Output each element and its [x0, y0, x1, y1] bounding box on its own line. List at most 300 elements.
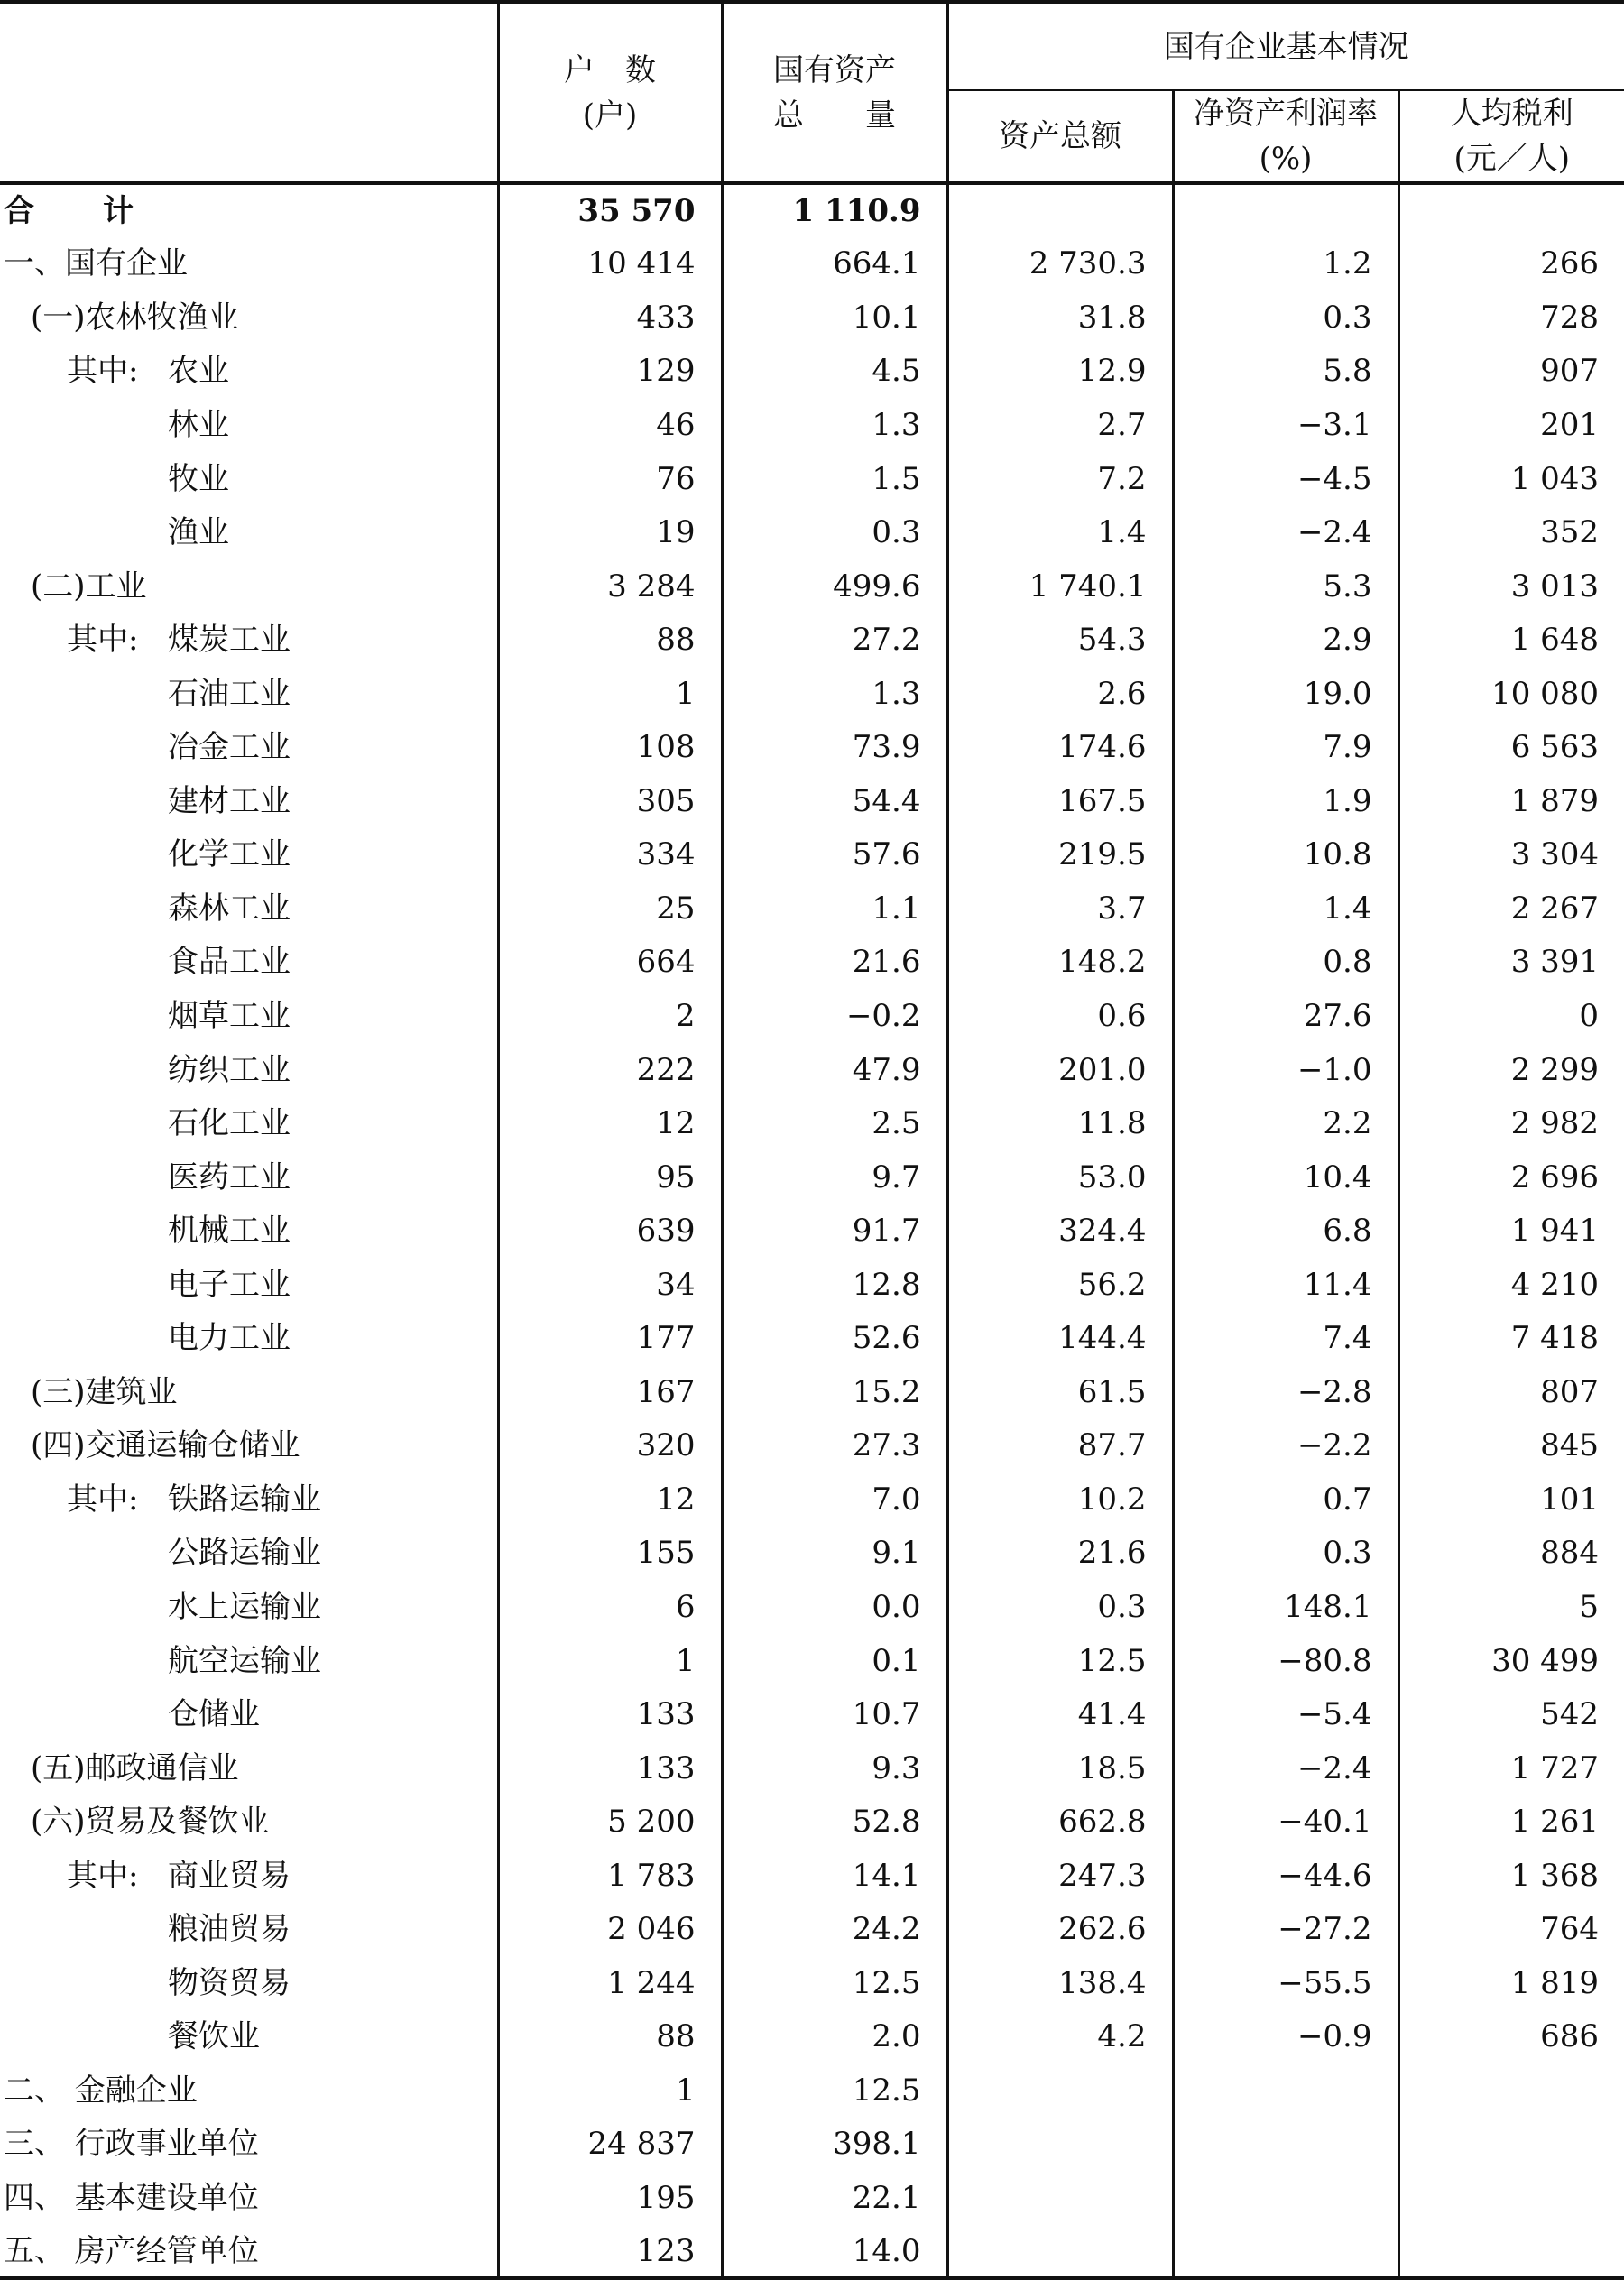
row-label	[0, 882, 498, 936]
roe-cell: 0.7	[1173, 1472, 1398, 1527]
state-assets-cell: 12.5	[722, 2063, 947, 2118]
total-assets-cell: 2.6	[947, 667, 1173, 721]
households-cell: 1	[498, 2063, 722, 2118]
row-label	[0, 1096, 498, 1150]
tax-profit-cell: 1 879	[1398, 774, 1624, 828]
households-cell: 639	[498, 1204, 722, 1258]
row-label-text: 物资贸易	[168, 1964, 291, 2001]
tax-profit-cell: 2 982	[1398, 1096, 1624, 1150]
row-label	[0, 237, 498, 291]
households-cell: 133	[498, 1687, 722, 1741]
roe-cell: 7.9	[1173, 720, 1398, 774]
row-label-text: (一)农林牧渔业	[31, 299, 239, 336]
state-assets-cell: 14.0	[722, 2225, 947, 2279]
tax-profit-cell: 807	[1398, 1365, 1624, 1419]
row-label-text: 机械工业	[168, 1213, 291, 1250]
row-label	[0, 183, 498, 237]
total-assets-cell: 41.4	[947, 1687, 1173, 1741]
roe-cell	[1173, 2118, 1398, 2172]
roe-cell: 5.3	[1173, 559, 1398, 614]
table-row	[0, 1580, 1624, 1634]
row-label	[0, 291, 498, 345]
row-label-text: 电子工业	[168, 1266, 291, 1303]
state-assets-cell: 0.3	[722, 505, 947, 559]
table-row	[0, 2225, 1624, 2279]
tax-profit-cell: 907	[1398, 345, 1624, 399]
header-total-assets: 资产总额	[947, 90, 1173, 183]
total-assets-cell: 144.4	[947, 1311, 1173, 1365]
row-prefix: 其中:	[67, 1481, 139, 1518]
tax-profit-cell	[1398, 2118, 1624, 2172]
tax-profit-cell: 1 368	[1398, 1849, 1624, 1903]
table-row	[0, 1311, 1624, 1365]
roe-cell: −1.0	[1173, 1043, 1398, 1097]
households-cell: 35 570	[498, 183, 722, 237]
row-label	[0, 1903, 498, 1957]
total-assets-cell: 12.5	[947, 1634, 1173, 1688]
roe-cell: 27.6	[1173, 989, 1398, 1043]
table-row	[0, 2118, 1624, 2172]
tax-profit-cell: 1 819	[1398, 1956, 1624, 2010]
households-cell: 3 284	[498, 559, 722, 614]
row-label	[0, 2063, 498, 2118]
row-label-text: 粮油贸易	[168, 1911, 291, 1948]
state-assets-cell: 14.1	[722, 1849, 947, 1903]
roe-cell	[1173, 183, 1398, 237]
roe-cell: −40.1	[1173, 1795, 1398, 1849]
tax-profit-cell: 686	[1398, 2010, 1624, 2064]
row-label-text: (五)邮政通信业	[31, 1749, 239, 1786]
row-label-text: 农业	[168, 353, 229, 390]
state-assets-cell: 0.1	[722, 1634, 947, 1688]
row-label	[0, 452, 498, 506]
row-label	[0, 398, 498, 452]
households-cell: 2 046	[498, 1903, 722, 1957]
header-enterprise-group: 国有企业基本情况	[947, 2, 1624, 90]
households-cell: 1 244	[498, 1956, 722, 2010]
households-cell: 177	[498, 1311, 722, 1365]
state-assets-cell: 52.6	[722, 1311, 947, 1365]
tax-profit-cell: 2 696	[1398, 1150, 1624, 1205]
state-assets-cell: 12.8	[722, 1258, 947, 1312]
roe-cell: 1.4	[1173, 882, 1398, 936]
households-cell: 2	[498, 989, 722, 1043]
tax-profit-cell: 101	[1398, 1472, 1624, 1527]
table-row	[0, 1527, 1624, 1581]
households-cell: 664	[498, 936, 722, 990]
state-assets-cell: 91.7	[722, 1204, 947, 1258]
table-row	[0, 1795, 1624, 1849]
roe-cell: 0.8	[1173, 936, 1398, 990]
table-row	[0, 1096, 1624, 1150]
state-assets-cell: 10.7	[722, 1687, 947, 1741]
row-label	[0, 1419, 498, 1473]
total-assets-cell: 324.4	[947, 1204, 1173, 1258]
row-label-text: 一、国有企业	[4, 245, 188, 282]
row-label-text: 公路运输业	[168, 1535, 321, 1572]
row-label	[0, 505, 498, 559]
state-assets-cell: 2.0	[722, 2010, 947, 2064]
tax-profit-cell: 1 261	[1398, 1795, 1624, 1849]
row-label	[0, 1634, 498, 1688]
state-assets-cell: 1.3	[722, 398, 947, 452]
households-cell: 222	[498, 1043, 722, 1097]
state-assets-cell: 27.3	[722, 1419, 947, 1473]
total-assets-cell: 262.6	[947, 1903, 1173, 1957]
households-cell: 305	[498, 774, 722, 828]
table-row	[0, 1365, 1624, 1419]
total-assets-cell: 3.7	[947, 882, 1173, 936]
households-cell: 108	[498, 720, 722, 774]
table-row	[0, 1903, 1624, 1957]
tax-profit-cell: 1 648	[1398, 613, 1624, 667]
households-cell: 19	[498, 505, 722, 559]
households-cell: 167	[498, 1365, 722, 1419]
row-label	[0, 2171, 498, 2225]
table-row	[0, 667, 1624, 721]
roe-cell: −2.2	[1173, 1419, 1398, 1473]
state-assets-cell: 27.2	[722, 613, 947, 667]
row-label	[0, 345, 498, 399]
table-row	[0, 237, 1624, 291]
row-label	[0, 774, 498, 828]
table-row	[0, 505, 1624, 559]
table-row	[0, 882, 1624, 936]
roe-cell: −4.5	[1173, 452, 1398, 506]
row-label-text: (四)交通运输仓储业	[31, 1427, 300, 1464]
tax-profit-cell: 0	[1398, 989, 1624, 1043]
households-cell: 24 837	[498, 2118, 722, 2172]
state-assets-cell: 398.1	[722, 2118, 947, 2172]
row-label-text: 水上运输业	[168, 1588, 321, 1625]
row-prefix: 其中:	[67, 1857, 139, 1894]
table-row	[0, 613, 1624, 667]
total-label-part: 合	[4, 192, 34, 229]
total-assets-cell	[947, 2118, 1173, 2172]
table-row	[0, 1043, 1624, 1097]
table-row	[0, 989, 1624, 1043]
row-label	[0, 559, 498, 614]
households-cell: 334	[498, 828, 722, 882]
roe-cell: −80.8	[1173, 1634, 1398, 1688]
row-label-text: 冶金工业	[168, 729, 291, 766]
row-label	[0, 1956, 498, 2010]
households-cell: 95	[498, 1150, 722, 1205]
tax-profit-cell: 728	[1398, 291, 1624, 345]
tax-profit-cell: 1 043	[1398, 452, 1624, 506]
state-assets-cell: 499.6	[722, 559, 947, 614]
state-assets-cell: 1.1	[722, 882, 947, 936]
state-assets-cell: 57.6	[722, 828, 947, 882]
roe-cell: 7.4	[1173, 1311, 1398, 1365]
tax-profit-cell: 10 080	[1398, 667, 1624, 721]
state-assets-cell: 0.0	[722, 1580, 947, 1634]
total-assets-cell: 11.8	[947, 1096, 1173, 1150]
row-label-text: 建材工业	[168, 782, 291, 819]
header-households: 户 数 (户)	[498, 2, 722, 183]
total-assets-cell: 10.2	[947, 1472, 1173, 1527]
row-label	[0, 936, 498, 990]
row-label	[0, 720, 498, 774]
row-label	[0, 828, 498, 882]
row-label-text: 餐饮业	[168, 2018, 260, 2055]
row-label-text: 纺织工业	[168, 1051, 291, 1088]
row-label	[0, 1580, 498, 1634]
total-assets-cell: 1.4	[947, 505, 1173, 559]
row-label-text: 林业	[168, 406, 229, 443]
tax-profit-cell: 884	[1398, 1527, 1624, 1581]
row-label-text: 五、 房产经管单位	[4, 2232, 259, 2269]
state-assets-cell: 73.9	[722, 720, 947, 774]
row-label	[0, 667, 498, 721]
households-cell: 155	[498, 1527, 722, 1581]
roe-cell: 19.0	[1173, 667, 1398, 721]
tax-profit-cell	[1398, 2063, 1624, 2118]
table-row	[0, 1634, 1624, 1688]
total-assets-cell: 87.7	[947, 1419, 1173, 1473]
table-row	[0, 1204, 1624, 1258]
table-row	[0, 2010, 1624, 2064]
total-assets-cell: 174.6	[947, 720, 1173, 774]
row-label-text: 航空运输业	[168, 1642, 321, 1679]
row-label-text: 商业贸易	[168, 1857, 291, 1894]
households-cell: 46	[498, 398, 722, 452]
state-assets-cell: 22.1	[722, 2171, 947, 2225]
state-assets-cell: 1.5	[722, 452, 947, 506]
header-roe: 净资产利润率 (%)	[1173, 90, 1398, 183]
row-prefix: 其中:	[67, 353, 139, 390]
tax-profit-cell	[1398, 2171, 1624, 2225]
total-assets-cell: 201.0	[947, 1043, 1173, 1097]
row-label	[0, 1527, 498, 1581]
row-label	[0, 1365, 498, 1419]
tax-profit-cell: 30 499	[1398, 1634, 1624, 1688]
state-assets-cell: 7.0	[722, 1472, 947, 1527]
total-assets-cell: 61.5	[947, 1365, 1173, 1419]
tax-profit-cell: 266	[1398, 237, 1624, 291]
roe-cell: 0.3	[1173, 291, 1398, 345]
table-row	[0, 345, 1624, 399]
roe-cell: 11.4	[1173, 1258, 1398, 1312]
tax-profit-cell: 1 727	[1398, 1741, 1624, 1795]
roe-cell: −5.4	[1173, 1687, 1398, 1741]
table-body	[0, 183, 1624, 2278]
roe-cell: 10.8	[1173, 828, 1398, 882]
header-stub	[0, 2, 498, 183]
row-label-text: 医药工业	[168, 1158, 291, 1195]
households-cell: 25	[498, 882, 722, 936]
row-label-text: 二、 金融企业	[4, 2072, 198, 2109]
tax-profit-cell: 764	[1398, 1903, 1624, 1957]
table-row	[0, 2171, 1624, 2225]
table-row	[0, 1687, 1624, 1741]
tax-profit-cell: 201	[1398, 398, 1624, 452]
total-assets-cell: 167.5	[947, 774, 1173, 828]
roe-cell: 0.3	[1173, 1527, 1398, 1581]
tax-profit-cell: 7 418	[1398, 1311, 1624, 1365]
tax-profit-cell: 3 304	[1398, 828, 1624, 882]
total-assets-cell: 31.8	[947, 291, 1173, 345]
roe-cell	[1173, 2225, 1398, 2279]
table-row	[0, 774, 1624, 828]
roe-cell: 148.1	[1173, 1580, 1398, 1634]
table-row	[0, 291, 1624, 345]
households-cell: 320	[498, 1419, 722, 1473]
roe-cell: −27.2	[1173, 1903, 1398, 1957]
households-cell: 195	[498, 2171, 722, 2225]
roe-cell: 6.8	[1173, 1204, 1398, 1258]
total-assets-cell	[947, 2063, 1173, 2118]
row-label	[0, 1687, 498, 1741]
row-label-text: 煤炭工业	[168, 622, 291, 659]
roe-cell: 1.2	[1173, 237, 1398, 291]
households-cell: 1 783	[498, 1849, 722, 1903]
total-assets-cell: 219.5	[947, 828, 1173, 882]
row-label-text: (二)工业	[31, 568, 147, 605]
row-label	[0, 989, 498, 1043]
roe-cell: 1.9	[1173, 774, 1398, 828]
households-cell: 10 414	[498, 237, 722, 291]
households-cell: 12	[498, 1472, 722, 1527]
total-assets-cell	[947, 2225, 1173, 2279]
roe-cell: −44.6	[1173, 1849, 1398, 1903]
state-assets-cell: 15.2	[722, 1365, 947, 1419]
state-assets-cell: 9.7	[722, 1150, 947, 1205]
row-label	[0, 1311, 498, 1365]
table-row	[0, 828, 1624, 882]
table-row	[0, 1258, 1624, 1312]
row-label-text: 石化工业	[168, 1105, 291, 1142]
row-label-text: 三、 行政事业单位	[4, 2126, 259, 2163]
row-label-text: 电力工业	[168, 1320, 291, 1357]
row-label	[0, 1849, 498, 1903]
tax-profit-cell	[1398, 2225, 1624, 2279]
row-label-text: 铁路运输业	[168, 1481, 321, 1518]
total-assets-cell: 4.2	[947, 2010, 1173, 2064]
total-assets-cell: 2 730.3	[947, 237, 1173, 291]
households-cell: 34	[498, 1258, 722, 1312]
tax-profit-cell: 1 941	[1398, 1204, 1624, 1258]
row-label-text: 食品工业	[168, 944, 291, 981]
row-label-text: 仓储业	[168, 1696, 260, 1733]
header-tax-profit: 人均税利 (元／人)	[1398, 90, 1624, 183]
total-assets-cell: 138.4	[947, 1956, 1173, 2010]
roe-cell: 2.2	[1173, 1096, 1398, 1150]
total-assets-cell: 0.3	[947, 1580, 1173, 1634]
total-assets-cell	[947, 183, 1173, 237]
households-cell: 129	[498, 345, 722, 399]
state-assets-cell: 21.6	[722, 936, 947, 990]
state-assets-cell: 4.5	[722, 345, 947, 399]
tax-profit-cell: 6 563	[1398, 720, 1624, 774]
roe-cell: −2.4	[1173, 505, 1398, 559]
table-row	[0, 2063, 1624, 2118]
tax-profit-cell	[1398, 183, 1624, 237]
row-label	[0, 1741, 498, 1795]
tax-profit-cell: 5	[1398, 1580, 1624, 1634]
tax-profit-cell: 3 391	[1398, 936, 1624, 990]
households-cell: 76	[498, 452, 722, 506]
total-assets-cell: 21.6	[947, 1527, 1173, 1581]
state-assets-cell: 10.1	[722, 291, 947, 345]
roe-cell: 5.8	[1173, 345, 1398, 399]
state-assets-cell: −0.2	[722, 989, 947, 1043]
row-label	[0, 1043, 498, 1097]
table-row	[0, 1741, 1624, 1795]
tax-profit-cell: 542	[1398, 1687, 1624, 1741]
total-assets-cell: 7.2	[947, 452, 1173, 506]
row-label-text: 石油工业	[168, 675, 291, 712]
households-cell: 123	[498, 2225, 722, 2279]
state-assets-cell: 52.8	[722, 1795, 947, 1849]
roe-cell	[1173, 2171, 1398, 2225]
roe-cell	[1173, 2063, 1398, 2118]
row-label	[0, 2225, 498, 2279]
row-label-text: (三)建筑业	[31, 1373, 178, 1410]
row-label-text: 渔业	[168, 514, 229, 551]
row-label	[0, 1472, 498, 1527]
total-assets-cell: 56.2	[947, 1258, 1173, 1312]
total-assets-cell: 247.3	[947, 1849, 1173, 1903]
total-assets-cell: 12.9	[947, 345, 1173, 399]
state-assets-cell: 1.3	[722, 667, 947, 721]
total-assets-cell: 148.2	[947, 936, 1173, 990]
households-cell: 133	[498, 1741, 722, 1795]
row-label-text: 森林工业	[168, 890, 291, 927]
table-row	[0, 398, 1624, 452]
households-cell: 5 200	[498, 1795, 722, 1849]
total-assets-cell: 54.3	[947, 613, 1173, 667]
row-prefix: 其中:	[67, 622, 139, 659]
state-assets-cell: 664.1	[722, 237, 947, 291]
total-assets-cell: 0.6	[947, 989, 1173, 1043]
row-label-text: 牧业	[168, 460, 229, 497]
table-row	[0, 1849, 1624, 1903]
state-assets-cell: 12.5	[722, 1956, 947, 2010]
households-cell: 6	[498, 1580, 722, 1634]
total-assets-cell: 53.0	[947, 1150, 1173, 1205]
table-row	[0, 452, 1624, 506]
households-cell: 12	[498, 1096, 722, 1150]
households-cell: 1	[498, 667, 722, 721]
tax-profit-cell: 352	[1398, 505, 1624, 559]
roe-cell: −2.4	[1173, 1741, 1398, 1795]
roe-cell: −0.9	[1173, 2010, 1398, 2064]
table-row	[0, 1150, 1624, 1205]
roe-cell: 2.9	[1173, 613, 1398, 667]
table-row	[0, 1419, 1624, 1473]
state-assets-cell: 9.3	[722, 1741, 947, 1795]
row-label	[0, 1150, 498, 1205]
total-assets-cell: 1 740.1	[947, 559, 1173, 614]
row-label-text: 烟草工业	[168, 997, 291, 1034]
total-label-part: 计	[103, 192, 134, 229]
roe-cell: −3.1	[1173, 398, 1398, 452]
header-state-assets: 国有资产 总 量	[722, 2, 947, 183]
row-label	[0, 1795, 498, 1849]
row-label	[0, 1204, 498, 1258]
state-assets-cell: 9.1	[722, 1527, 947, 1581]
households-cell: 433	[498, 291, 722, 345]
state-assets-cell: 24.2	[722, 1903, 947, 1957]
households-cell: 88	[498, 613, 722, 667]
row-label-text: (六)贸易及餐饮业	[31, 1804, 270, 1841]
tax-profit-cell: 2 299	[1398, 1043, 1624, 1097]
state-assets-cell: 2.5	[722, 1096, 947, 1150]
tax-profit-cell: 4 210	[1398, 1258, 1624, 1312]
table-row	[0, 183, 1624, 237]
row-label	[0, 2118, 498, 2172]
